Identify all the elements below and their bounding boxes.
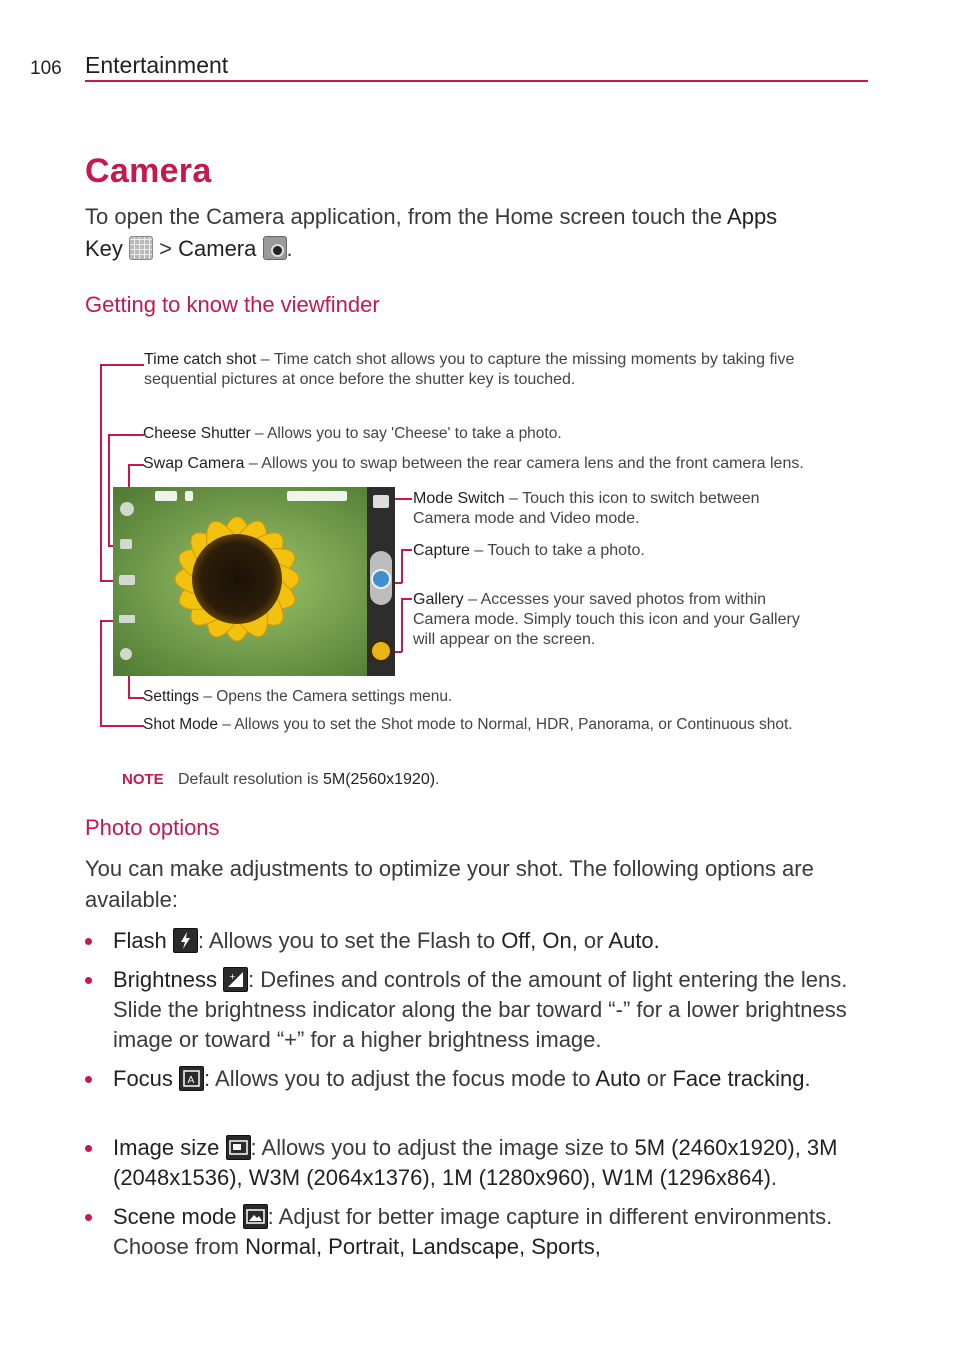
callout-mode-switch (413, 489, 853, 529)
leader-line (401, 598, 403, 652)
svg-text:+: + (229, 972, 236, 981)
apps-key-label-2: Key (85, 236, 123, 261)
bullet-dot (85, 1214, 92, 1221)
leader-line (401, 549, 412, 551)
leader-line (100, 620, 102, 726)
option-term: Flash (113, 928, 167, 953)
callout-cheese-shutter (143, 424, 562, 444)
flash-icon (173, 928, 198, 953)
bullet-focus (85, 1064, 875, 1094)
callout-desc: will appear on the screen. (413, 631, 596, 648)
callout-term: Mode Switch (413, 490, 505, 507)
bullet-dot (85, 977, 92, 984)
callout-term: Settings (143, 688, 200, 705)
leader-line (401, 549, 403, 583)
gallery-thumbnail-icon (369, 639, 393, 663)
focus-icon (179, 1066, 204, 1091)
option-term: Image size (113, 1135, 220, 1160)
leader-line (108, 434, 144, 436)
callout-gallery (413, 590, 863, 650)
option-term: Scene mode (113, 1204, 237, 1229)
callout-desc: Camera mode. Simply touch this icon and your Gallery (413, 611, 800, 628)
note-text-pre: Default resolution is (178, 771, 323, 788)
option-text: : Allows you to adjust the image size to (250, 1135, 635, 1160)
header-rule (85, 80, 868, 82)
bullet-flash (85, 926, 875, 956)
apps-key-label: Apps (727, 204, 778, 229)
callout-term: Gallery (413, 591, 464, 608)
leader-line (128, 697, 144, 699)
scene-mode-icon (243, 1204, 268, 1229)
leader-line (100, 364, 102, 581)
option-text: : Defines and controls of the amount of light entering the lens. Slide the brightness indicator along the bar toward “-” for a lower brightness image or toward “+” for a higher brightness image. (113, 967, 848, 1052)
page-number: 106 (30, 58, 62, 79)
bullet-dot (85, 1076, 92, 1083)
apps-grid-icon (129, 236, 153, 260)
callout-desc: – Opens the Camera settings menu. (199, 688, 453, 705)
note-value: 5M(2560x1920) (322, 771, 436, 788)
note-text-post: . (435, 771, 440, 788)
brightness-icon (223, 967, 248, 992)
option-keyword: Auto. (608, 928, 660, 953)
option-term: Focus (113, 1066, 173, 1091)
intro-end: . (286, 236, 293, 261)
callout-shot-mode (143, 715, 793, 735)
option-keyword: Normal, Portrait, Landscape, Sports, (245, 1234, 601, 1259)
bullet-dot (85, 938, 92, 945)
callout-desc: – Touch to take a photo. (469, 542, 645, 559)
capture-button-icon (371, 569, 391, 589)
note-label: NOTE (122, 771, 164, 788)
bullet-brightness (85, 965, 875, 1055)
callout-term: Shot Mode (143, 716, 218, 733)
camera-label: Camera (178, 236, 257, 261)
leader-line (100, 725, 144, 727)
callout-settings (143, 687, 452, 707)
svg-text:A: A (187, 1075, 195, 1086)
callout-desc: sequential pictures at once before the shutter key is touched. (144, 371, 576, 388)
callout-desc: Camera mode and Video mode. (413, 510, 640, 527)
option-keyword: Auto (595, 1066, 641, 1091)
photo-options-intro: You can make adjustments to optimize your shot. The following options are available: (85, 856, 814, 912)
page-title: Camera (85, 152, 212, 190)
intro-paragraph (85, 201, 845, 265)
callout-time-catch (144, 350, 874, 390)
callout-desc: – Allows you to say 'Cheese' to take a photo. (250, 425, 562, 442)
callout-swap-camera (143, 454, 804, 474)
camera-app-icon (263, 236, 287, 260)
callout-term: Cheese Shutter (143, 425, 251, 442)
option-text: or (577, 928, 609, 953)
intro-sep: > (153, 236, 179, 261)
viewfinder-screenshot (113, 487, 395, 676)
callout-desc: – Touch this icon to switch between (504, 490, 760, 507)
callout-desc: – Time catch shot allows you to capture the missing moments by taking five (256, 351, 795, 368)
leader-line (394, 498, 412, 500)
callout-capture (413, 541, 645, 561)
option-text: : Allows you to set the Flash to (197, 928, 502, 953)
leader-line (394, 582, 402, 584)
option-keyword: Off, On, (501, 928, 578, 953)
callout-term: Time catch shot (144, 351, 257, 368)
leader-line (394, 651, 402, 653)
viewfinder-heading: Getting to know the viewfinder (85, 292, 380, 317)
leader-line (128, 464, 144, 466)
callout-term: Capture (413, 542, 470, 559)
note-text (178, 771, 440, 789)
option-text: . (804, 1066, 811, 1091)
option-text: : Adjust for better image capture in different environments. Choose from (113, 1204, 833, 1259)
callout-term: Swap Camera (143, 455, 245, 472)
bullet-scene-mode (85, 1202, 875, 1262)
option-keyword: 5M (2460x1920), 3M (2048x1536), W3M (2064x1376), 1M (1280x960), W1M (1296x864) (113, 1135, 838, 1190)
callout-desc: – Allows you to swap between the rear camera lens and the front camera lens. (244, 455, 804, 472)
option-text: . (770, 1165, 778, 1190)
callout-desc: – Accesses your saved photos from within (463, 591, 767, 608)
option-term: Brightness (113, 967, 217, 992)
leader-line (108, 434, 110, 546)
intro-text: To open the Camera application, from the Home screen touch the (85, 204, 728, 229)
sunflower-image (113, 487, 395, 676)
bullet-dot (85, 1145, 92, 1152)
option-keyword: Face tracking (672, 1066, 805, 1091)
bullet-image-size (85, 1133, 875, 1193)
viewfinder-control-bar (367, 487, 395, 676)
option-text: or (640, 1066, 673, 1091)
mode-switch-icon (373, 495, 389, 508)
callout-desc: – Allows you to set the Shot mode to Normal, HDR, Panorama, or Continuous shot. (217, 716, 793, 733)
section-title: Entertainment (85, 52, 229, 78)
leader-line (401, 598, 412, 600)
option-text: : Allows you to adjust the focus mode to (204, 1066, 596, 1091)
leader-line (100, 364, 144, 366)
image-size-icon (226, 1135, 251, 1160)
photo-options-heading: Photo options (85, 815, 220, 840)
